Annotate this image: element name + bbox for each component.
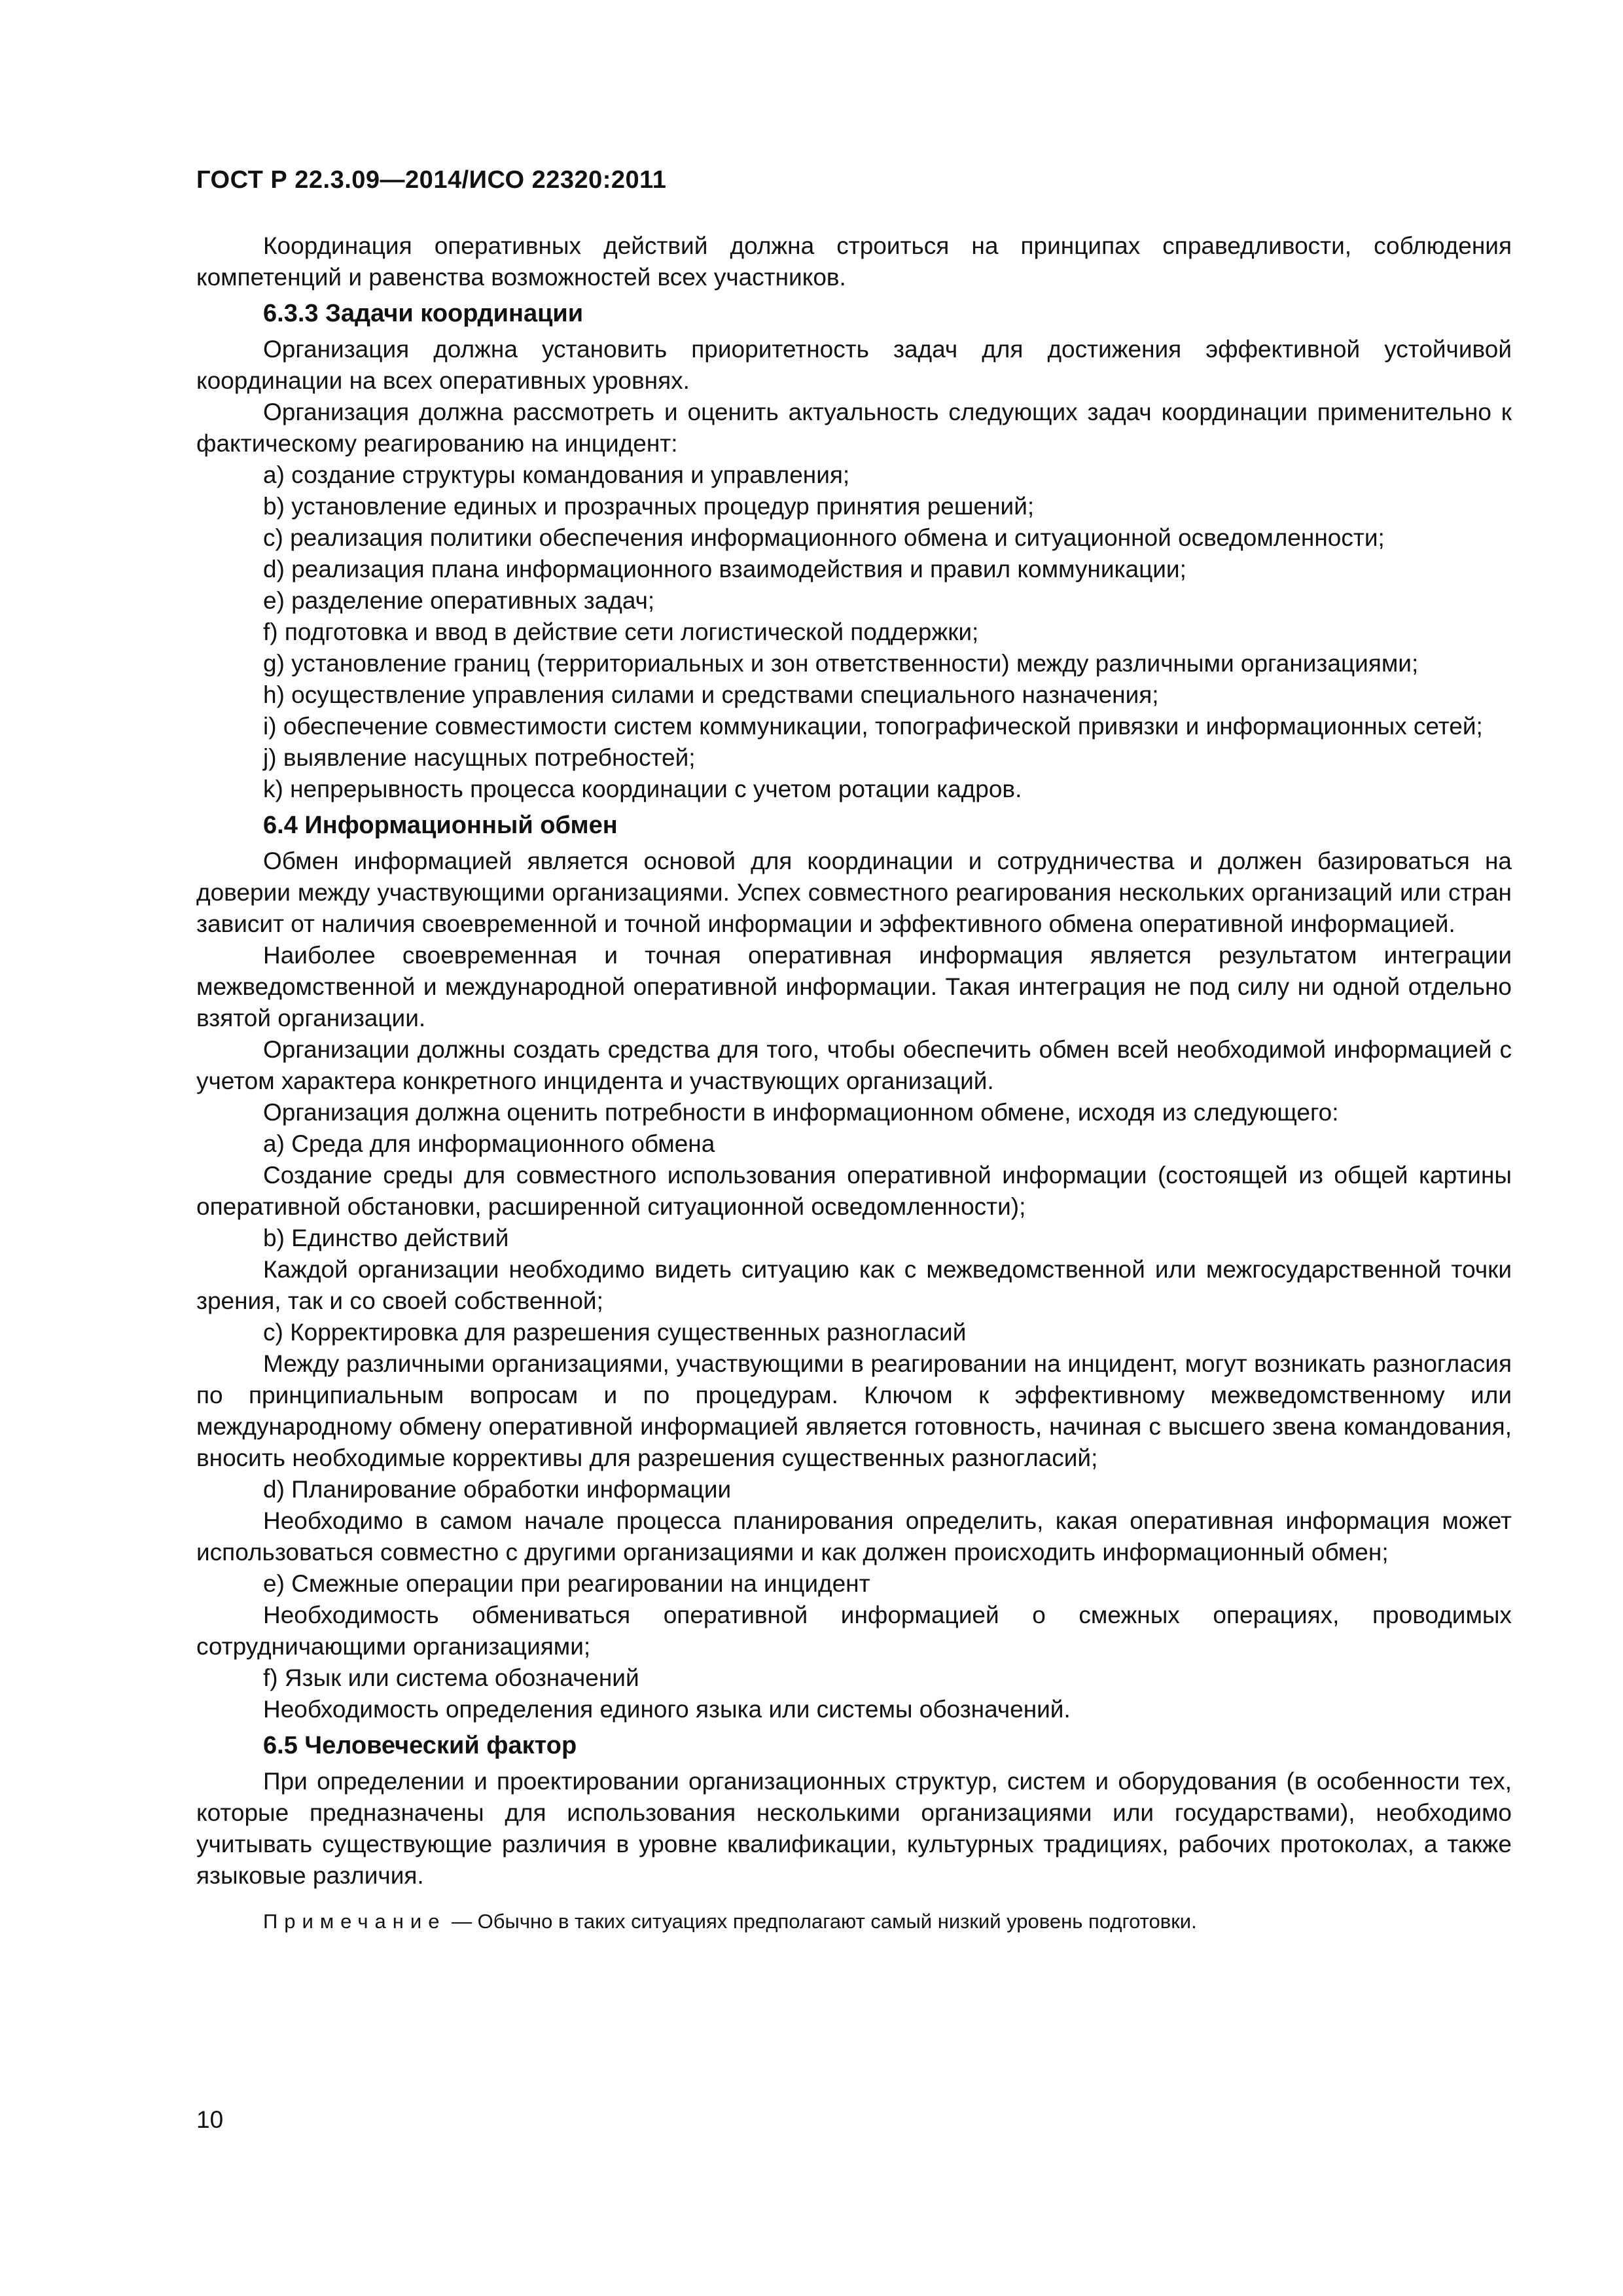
paragraph: Организации должны создать средства для того, чтобы обеспечить обмен всей необходимой информацией с учетом характера конкретного инцидента и участвующих организаций. bbox=[196, 1036, 1512, 1094]
section-heading-6-5: 6.5 Человеческий фактор bbox=[263, 1732, 577, 1759]
subitem-text: Каждой организации необходимо видеть ситуацию как с межведомственной или межгосударственной точки зрения, так и со своей собственной; bbox=[196, 1256, 1512, 1314]
paragraph: Координация оперативных действий должна строиться на принципах справедливости, соблюдения компетенций и равенства возможностей всех участников. bbox=[196, 232, 1512, 291]
list-item: h) осуществление управления силами и средствами специального назначения; bbox=[263, 681, 1159, 708]
subitem-text: Между различными организациями, участвующими в реагировании на инцидент, могут возникать разногласия по принципиальным вопросам и по процедурам. Ключом к эффективному межведомственному или международному обмену оперативной информацией является готовность, начиная с высшего звена командования, вносить необходимые коррективы для разрешения существенных разногласий; bbox=[196, 1350, 1512, 1471]
paragraph: Наиболее своевременная и точная оперативная информация является результатом интеграции межведомственной и международной оперативной информации. Такая интеграция не под силу ни одной отдельно взятой организации. bbox=[196, 942, 1512, 1031]
document-body bbox=[196, 230, 1512, 1937]
page-number: 10 bbox=[196, 2106, 224, 2133]
subitem-title: c) Корректировка для разрешения существенных разногласий bbox=[263, 1319, 967, 1346]
list-item: k) непрерывность процесса координации с учетом ротации кадров. bbox=[263, 776, 1022, 802]
list-item: b) установление единых и прозрачных процедур принятия решений; bbox=[263, 493, 1035, 520]
subitem-title: d) Планирование обработки информации bbox=[263, 1476, 732, 1503]
paragraph: Организация должна оценить потребности в информационном обмене, исходя из следующего: bbox=[263, 1099, 1339, 1126]
section-heading-6-3-3: 6.3.3 Задачи координации bbox=[263, 300, 584, 327]
section-heading-6-4: 6.4 Информационный обмен bbox=[263, 812, 618, 839]
subitem-title: e) Смежные операции при реагировании на инцидент bbox=[263, 1570, 870, 1597]
paragraph: Организация должна рассмотреть и оценить актуальность следующих задач координации применительно к фактическому реагированию на инцидент: bbox=[196, 399, 1512, 457]
list-item: d) реализация плана информационного взаимодействия и правил коммуникации; bbox=[263, 556, 1186, 583]
document-header: ГОСТ Р 22.3.09—2014/ИСО 22320:2011 bbox=[196, 166, 667, 194]
subitem-title: f) Язык или система обозначений bbox=[263, 1664, 639, 1691]
list-item: i) обеспечение совместимости систем коммуникации, топографической привязки и информационных сетей; bbox=[263, 713, 1483, 740]
list-item: e) разделение оперативных задач; bbox=[263, 587, 655, 614]
subitem-text: Необходимо в самом начале процесса планирования определить, какая оперативная информация может использоваться совместно с другими организациями и как должен происходить информационный обмен; bbox=[196, 1507, 1512, 1566]
list-item: g) установление границ (территориальных и зон ответственности) между различными организациями; bbox=[263, 650, 1419, 677]
list-item: j) выявление насущных потребностей; bbox=[263, 744, 696, 771]
note-text: — Обычно в таких ситуациях предполагают самый низкий уровень подготовки. bbox=[452, 1910, 1197, 1933]
subitem-title: b) Единство действий bbox=[263, 1225, 509, 1251]
list-item: c) реализация политики обеспечения информационного обмена и ситуационной осведомленности; bbox=[263, 524, 1385, 551]
subitem-text: Необходимость определения единого языка или системы обозначений. bbox=[263, 1696, 1071, 1723]
paragraph: Организация должна установить приоритетность задач для достижения эффективной устойчивой координации на всех оперативных уровнях. bbox=[196, 336, 1512, 394]
paragraph: При определении и проектировании организационных структур, систем и оборудования (в особенности тех, которые предназначены для использования несколькими организациями или государствами), необходимо учитывать существующие различия в уровне квалификации, культурных традициях, рабочих протоколах, а также языковые различия. bbox=[196, 1768, 1512, 1889]
subitem-text: Создание среды для совместного использования оперативной информации (состоящей из общей картины оперативной обстановки, расширенной ситуационной осведомленности); bbox=[196, 1162, 1512, 1220]
subitem-text: Необходимость обмениваться оперативной информацией о смежных операциях, проводимых сотрудничающими организациями; bbox=[196, 1602, 1512, 1660]
paragraph: Обмен информацией является основой для координации и сотрудничества и должен базироваться на доверии между участвующими организациями. Успех совместного реагирования нескольких организаций или стран зависит от наличия своевременной и точной информации и эффективного обмена оперативной информацией. bbox=[196, 848, 1512, 937]
note-label: Примечание bbox=[263, 1910, 446, 1933]
note bbox=[196, 1906, 1512, 1937]
list-item: a) создание структуры командования и управления; bbox=[263, 461, 850, 488]
subitem-title: a) Среда для информационного обмена bbox=[263, 1130, 715, 1157]
list-item: f) подготовка и ввод в действие сети логистической поддержки; bbox=[263, 619, 979, 645]
